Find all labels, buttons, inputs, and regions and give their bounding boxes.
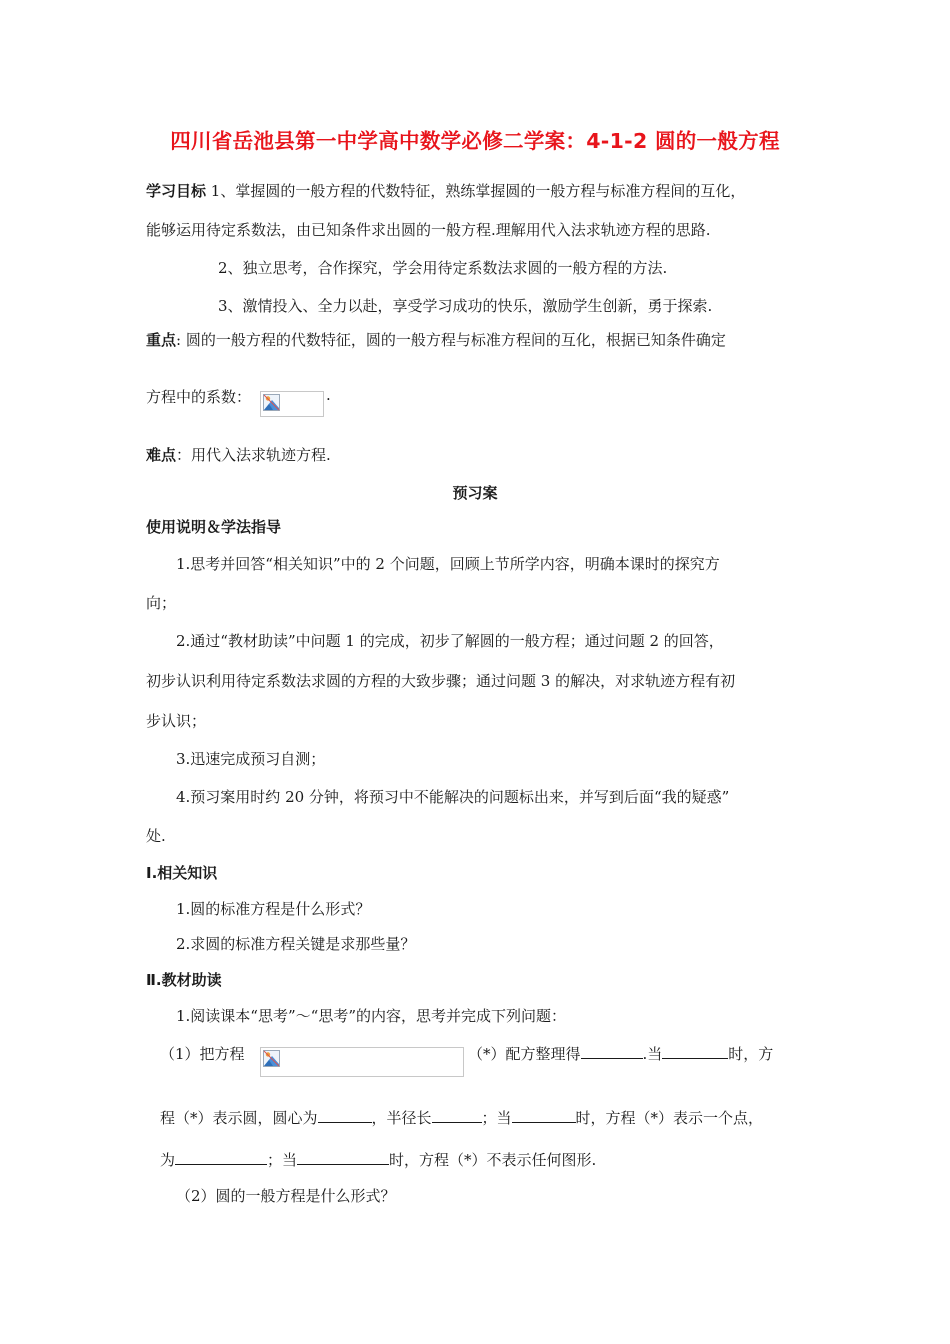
fill-line-3a: 为 bbox=[160, 1151, 176, 1169]
section2-intro: 1.阅读课本“思考”～“思考”的内容，思考并完成下列问题： bbox=[176, 1007, 566, 1025]
key-points-line-1 bbox=[146, 329, 726, 350]
key-points-line-2: 方程中的系数： bbox=[146, 388, 252, 406]
key-points-text-1: : 圆的一般方程的代数特征，圆的一般方程与标准方程间的互化，根据已知条件确定 bbox=[176, 331, 726, 349]
instruction-1b: 向； bbox=[146, 594, 177, 612]
blank-center[interactable] bbox=[318, 1108, 372, 1123]
objectives-line-3: 2、独立思考，合作探究，学会用待定系数法求圆的一般方程的方法. bbox=[218, 259, 668, 277]
key-points-period: . bbox=[326, 386, 331, 404]
blank-condition-point[interactable] bbox=[512, 1108, 576, 1123]
section2-heading: Ⅱ.教材助读 bbox=[146, 971, 222, 989]
objectives-line-4: 3、激情投入、全力以赴，享受学习成功的快乐，激励学生创新，勇于探索. bbox=[218, 297, 713, 315]
blank-radius[interactable] bbox=[432, 1108, 482, 1123]
fill-line-2d: 时，方程（*）表示一个点， bbox=[575, 1109, 764, 1127]
fill-line-3 bbox=[160, 1149, 596, 1170]
blank-condition-circle[interactable] bbox=[662, 1044, 728, 1059]
fill-line-1a: （1）把方程 bbox=[160, 1045, 245, 1063]
blank-configured-form[interactable] bbox=[581, 1044, 643, 1059]
difficulty-label: 难点 bbox=[146, 446, 177, 464]
broken-image-icon bbox=[263, 394, 280, 411]
key-points-label: 重点 bbox=[146, 331, 177, 349]
objectives-line-2: 能够运用待定系数法，由已知条件求出圆的一般方程.理解用代入法求轨迹方程的思路. bbox=[146, 221, 711, 239]
fill-line-2c: ；当 bbox=[481, 1109, 512, 1127]
fill-line-1c: .当 bbox=[642, 1045, 663, 1063]
section2-question-2: （2）圆的一般方程是什么形式？ bbox=[176, 1187, 396, 1205]
fill-line-3b: ；当 bbox=[267, 1151, 298, 1169]
instruction-3: 3.迅速完成预习自测； bbox=[176, 750, 326, 768]
difficulty-line bbox=[146, 444, 331, 465]
fill-line-2b: ，半径长 bbox=[371, 1109, 432, 1127]
section1-question-2: 2.求圆的标准方程关键是求那些量？ bbox=[176, 935, 416, 953]
fill-line-2 bbox=[160, 1107, 763, 1128]
blank-point[interactable] bbox=[175, 1150, 267, 1165]
instruction-2c: 步认识； bbox=[146, 712, 207, 730]
preview-heading: 预习案 bbox=[452, 484, 498, 502]
fill-line-1 bbox=[468, 1043, 773, 1064]
objectives-text-1: 1、掌握圆的一般方程的代数特征，熟练掌握圆的一般方程与标准方程间的互化， bbox=[206, 182, 746, 200]
fill-line-1d: 时，方 bbox=[728, 1045, 774, 1063]
blank-condition-none[interactable] bbox=[297, 1150, 389, 1165]
objectives-line-1 bbox=[146, 180, 745, 201]
instruction-4b: 处. bbox=[146, 827, 166, 845]
difficulty-text: ：用代入法求轨迹方程. bbox=[176, 446, 331, 464]
broken-image-icon bbox=[263, 1050, 280, 1067]
section1-question-1: 1.圆的标准方程是什么形式？ bbox=[176, 900, 371, 918]
document-title: 四川省岳池县第一中学高中数学必修二学案：4-1-2 圆的一般方程 bbox=[170, 129, 780, 153]
instruction-2a: 2.通过“教材助读”中问题 1 的完成，初步了解圆的一般方程；通过问题 2 的回答， bbox=[176, 632, 724, 650]
fill-line-1b: （*）配方整理得 bbox=[468, 1045, 581, 1063]
instruction-1a: 1.思考并回答“相关知识”中的 2 个问题，回顾上节所学内容，明确本课时的探究方 bbox=[176, 555, 720, 573]
equation-image-placeholder bbox=[260, 1047, 464, 1077]
instruction-4a: 4.预习案用时约 20 分钟，将预习中不能解决的问题标出来，并写到后面“我的疑惑” bbox=[176, 788, 730, 806]
fill-line-2a: 程（*）表示圆，圆心为 bbox=[160, 1109, 318, 1127]
objectives-label: 学习目标 bbox=[146, 182, 207, 200]
section1-heading: Ⅰ.相关知识 bbox=[146, 864, 218, 882]
formula-image-placeholder bbox=[260, 391, 324, 417]
instruction-2b: 初步认识利用待定系数法求圆的方程的大致步骤；通过问题 3 的解决，对求轨迹方程有初 bbox=[146, 672, 736, 690]
instructions-heading: 使用说明＆学法指导 bbox=[146, 518, 282, 536]
fill-line-3c: 时，方程（*）不表示任何图形. bbox=[389, 1151, 597, 1169]
